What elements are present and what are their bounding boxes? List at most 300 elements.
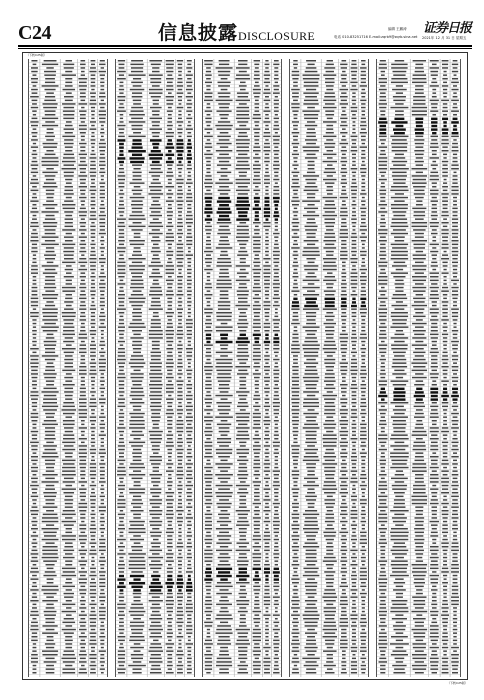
table-cell-text	[152, 517, 160, 519]
table-cell-text	[274, 560, 278, 562]
table-cell-text	[32, 352, 36, 354]
table-cell-text	[352, 553, 355, 555]
table-cell-text	[340, 103, 348, 105]
table-cell-text	[255, 384, 260, 386]
table-cell-text	[119, 258, 125, 260]
table-cell-text	[80, 179, 86, 181]
table-cell-text	[168, 190, 171, 192]
table-cell-text	[204, 136, 213, 138]
table-cell-text	[273, 92, 280, 94]
table-cell-text	[361, 643, 366, 645]
table-cell-text	[90, 420, 96, 422]
table-cell-text	[149, 92, 162, 94]
table-cell-text	[432, 89, 436, 91]
table-cell-text	[275, 463, 278, 465]
table-cell-text	[129, 640, 145, 642]
table-cell-text	[453, 85, 457, 87]
table-cell-text	[238, 136, 248, 138]
table-cell-text	[362, 114, 365, 116]
table-cell-text	[204, 578, 212, 580]
table-cell-text	[187, 373, 192, 375]
table-cell-text	[253, 179, 260, 181]
table-cell-text	[274, 452, 279, 454]
table-cell-text	[89, 218, 96, 220]
table-cell-text	[119, 305, 125, 307]
table-cell-text	[150, 290, 162, 292]
table-cell-text	[177, 452, 182, 454]
table-cell-text	[177, 60, 183, 62]
table-cell-text	[187, 92, 191, 94]
table-cell-text	[342, 175, 346, 177]
table-cell-text	[362, 197, 365, 199]
table-cell-text	[304, 622, 317, 624]
table-cell-text	[186, 240, 192, 242]
table-cell-text	[342, 499, 345, 501]
table-cell-text	[90, 362, 97, 364]
table-cell-text	[166, 604, 174, 606]
table-cell-text	[323, 308, 337, 310]
table-cell-text	[326, 71, 334, 73]
table-cell-text	[167, 82, 173, 84]
table-cell-text	[152, 578, 159, 580]
table-cell-text	[78, 103, 87, 105]
table-cell-text	[442, 128, 449, 130]
table-cell-text	[167, 211, 173, 213]
table-cell-text	[274, 506, 279, 508]
table-cell-text	[130, 359, 144, 361]
table-cell-text	[42, 172, 57, 174]
table-cell-text	[30, 629, 38, 631]
table-cell-text	[204, 467, 212, 469]
table-cell-text	[393, 71, 407, 73]
table-cell-text	[273, 330, 280, 332]
table-cell-text	[91, 125, 95, 127]
table-cell-text	[177, 665, 184, 667]
table-cell-text	[166, 89, 173, 91]
table-cell-text	[91, 283, 95, 285]
table-cell-text	[166, 341, 173, 343]
table-cell-text	[119, 107, 125, 109]
table-cell-text	[325, 146, 335, 148]
table-cell-text	[177, 164, 184, 166]
table-cell-text	[151, 240, 160, 242]
table-cell-text	[64, 593, 74, 595]
table-cell-text	[340, 251, 347, 253]
table-cell-text	[186, 67, 192, 69]
table-cell-text	[33, 64, 37, 66]
table-cell-text	[176, 424, 183, 426]
table-cell-text	[178, 402, 181, 404]
table-cell-text	[361, 96, 365, 98]
table-cell-text	[205, 208, 213, 210]
table-cell-text	[46, 665, 54, 667]
table-cell-text	[80, 96, 86, 98]
table-cell-text	[352, 542, 355, 544]
table-cell-text	[341, 222, 346, 224]
table-cell-text	[393, 128, 406, 130]
table-cell-text	[100, 661, 105, 663]
table-cell-text	[150, 370, 161, 372]
table-cell-text	[167, 370, 172, 372]
table-cell-text	[351, 539, 357, 541]
table-cell-text	[254, 283, 260, 285]
table-cell-text	[351, 589, 358, 591]
table-cell-text	[353, 654, 356, 656]
table-cell-text	[361, 283, 366, 285]
table-cell-text	[217, 128, 232, 130]
table-cell-text	[342, 146, 347, 148]
table-cell-text	[240, 262, 246, 264]
table-cell-text	[81, 240, 86, 242]
table-cell-text	[238, 298, 247, 300]
table-cell-text	[81, 431, 85, 433]
table-cell-text	[361, 215, 366, 217]
table-cell-text	[293, 434, 298, 436]
table-cell-text	[43, 532, 56, 534]
table-cell-text	[206, 582, 212, 584]
table-cell-text	[177, 337, 182, 339]
table-cell-text	[128, 553, 146, 555]
table-cell-text	[206, 150, 210, 152]
table-cell-text	[81, 442, 85, 444]
table-cell-text	[325, 330, 335, 332]
table-cell-text	[66, 578, 72, 580]
table-cell-text	[353, 485, 356, 487]
table-cell-text	[178, 74, 181, 76]
table-cell-text	[219, 226, 228, 228]
table-cell-text	[274, 600, 278, 602]
table-cell-text	[361, 398, 366, 400]
table-cell-text	[46, 672, 55, 674]
table-cell-text	[81, 604, 86, 606]
table-cell-text	[361, 190, 365, 192]
table-cell-text	[275, 222, 278, 224]
table-cell-text	[254, 258, 259, 260]
table-cell-text	[361, 204, 365, 206]
table-cell-text	[117, 218, 126, 220]
table-cell-text	[273, 571, 280, 573]
table-cell-text	[120, 521, 124, 523]
table-cell-text	[187, 146, 192, 148]
table-cell-text	[391, 121, 407, 123]
table-cell-text	[187, 143, 191, 145]
table-cell-text	[264, 564, 270, 566]
table-cell-text	[187, 593, 191, 595]
table-cell-text	[168, 157, 172, 159]
table-cell-text	[274, 427, 278, 429]
table-cell-text	[292, 604, 299, 606]
table-cell-text	[91, 460, 95, 462]
table-cell-text	[442, 60, 449, 62]
table-cell-text	[31, 265, 37, 267]
table-cell-text	[253, 323, 260, 325]
table-cell-text	[275, 416, 278, 418]
table-cell-text	[31, 366, 39, 368]
table-cell-text	[178, 514, 182, 516]
table-cell-text	[324, 262, 336, 264]
table-cell-text	[90, 532, 96, 534]
table-cell-text	[325, 326, 334, 328]
table-cell-text	[79, 229, 86, 231]
table-cell-text	[187, 496, 192, 498]
table-cell-text	[238, 308, 247, 310]
table-cell-text	[149, 586, 163, 588]
table-cell-text	[307, 539, 315, 541]
table-cell-text	[63, 481, 75, 483]
table-cell-text	[119, 319, 124, 321]
table-cell-text	[307, 121, 315, 123]
table-cell-text	[100, 301, 105, 303]
table-cell-text	[324, 632, 335, 634]
table-cell-text	[168, 229, 172, 231]
table-cell-text	[80, 92, 86, 94]
table-cell-text	[79, 416, 87, 418]
table-cell-text	[265, 506, 270, 508]
table-cell-text	[133, 334, 140, 336]
table-cell-text	[63, 571, 75, 573]
table-cell-text	[130, 197, 145, 199]
table-cell-text	[166, 362, 174, 364]
table-cell-text	[324, 499, 335, 501]
table-cell-text	[42, 650, 58, 652]
table-cell-text	[78, 409, 87, 411]
table-cell-text	[79, 110, 86, 112]
table-cell-text	[166, 251, 173, 253]
table-cell-text	[167, 496, 173, 498]
table-cell-text	[291, 524, 299, 526]
table-cell-text	[362, 420, 365, 422]
table-cell-text	[119, 154, 123, 156]
table-cell-text	[186, 200, 193, 202]
table-cell-text	[64, 254, 74, 256]
table-cell-text	[273, 164, 280, 166]
table-cell-text	[221, 607, 228, 609]
table-cell-text	[412, 107, 428, 109]
table-cell-text	[177, 247, 183, 249]
table-cell-text	[33, 323, 37, 325]
table-cell-text	[253, 359, 261, 361]
table-cell-text	[188, 341, 191, 343]
table-cell-text	[186, 89, 193, 91]
table-cell-text	[134, 650, 141, 652]
table-cell-text	[150, 514, 162, 516]
table-cell-text	[62, 370, 75, 372]
table-cell-text	[239, 593, 248, 595]
table-cell-text	[65, 625, 72, 627]
table-cell-text	[32, 229, 36, 231]
table-cell-text	[292, 373, 298, 375]
table-cell-text	[237, 431, 248, 433]
table-cell-text	[178, 319, 182, 321]
table-cell-text	[255, 193, 258, 195]
table-cell-text	[379, 132, 386, 134]
table-cell-text	[360, 269, 367, 271]
table-cell-text	[119, 74, 124, 76]
table-cell-text	[120, 535, 124, 537]
table-cell-text	[264, 283, 270, 285]
table-cell-text	[63, 438, 75, 440]
table-cell-text	[303, 546, 319, 548]
table-cell-text	[236, 67, 250, 69]
table-cell-text	[240, 589, 246, 591]
table-cell-text	[91, 240, 94, 242]
table-cell-text	[361, 665, 366, 667]
table-cell-text	[64, 276, 74, 278]
table-cell-text	[351, 499, 357, 501]
table-cell-text	[323, 215, 338, 217]
table-cell-text	[176, 258, 183, 260]
table-cell-text	[326, 604, 333, 606]
table-cell-text	[341, 179, 346, 181]
table-cell-text	[341, 305, 347, 307]
table-cell-text	[342, 553, 346, 555]
table-cell-text	[186, 478, 193, 480]
table-cell-text	[360, 431, 366, 433]
table-cell-text	[362, 247, 365, 249]
table-cell-text	[351, 402, 356, 404]
table-cell-text	[62, 287, 76, 289]
table-cell-text	[253, 420, 260, 422]
table-cell-text	[44, 395, 56, 397]
table-cell-text	[166, 388, 174, 390]
table-cell-text	[341, 391, 347, 393]
table-cell-text	[275, 229, 278, 231]
table-cell-text	[275, 593, 278, 595]
table-cell-text	[119, 254, 123, 256]
table-cell-text	[31, 222, 39, 224]
table-cell-text	[361, 200, 366, 202]
table-cell-text	[274, 157, 279, 159]
table-cell-text	[273, 193, 279, 195]
table-cell-text	[327, 568, 333, 570]
table-cell-text	[253, 182, 261, 184]
table-cell-text	[117, 265, 125, 267]
table-cell-text	[64, 154, 74, 156]
table-cell-text	[351, 535, 356, 537]
table-cell-text	[177, 395, 182, 397]
table-cell-text	[305, 330, 317, 332]
table-cell-text	[205, 488, 212, 490]
table-cell-text	[326, 85, 334, 87]
table-cell-text	[32, 618, 36, 620]
table-cell-text	[275, 654, 278, 656]
table-cell-text	[167, 254, 174, 256]
table-cell-text	[453, 107, 458, 109]
table-cell-text	[81, 254, 84, 256]
table-cell-text	[43, 298, 57, 300]
table-cell-text	[31, 139, 38, 141]
table-cell-text	[119, 665, 124, 667]
table-cell-text	[307, 193, 316, 195]
table-cell-text	[130, 287, 144, 289]
table-cell-text	[133, 460, 142, 462]
table-cell-text	[263, 258, 270, 260]
table-cell-text	[360, 542, 367, 544]
table-cell-text	[79, 503, 88, 505]
table-cell-text	[254, 96, 259, 98]
table-cell-text	[79, 308, 86, 310]
table-cell-text	[117, 586, 125, 588]
table-cell-text	[237, 337, 248, 339]
table-cell-text	[292, 92, 299, 94]
table-cell-text	[43, 560, 57, 562]
table-cell-text	[79, 89, 86, 91]
table-cell-text	[304, 532, 318, 534]
table-cell-text	[324, 323, 336, 325]
table-cell-text	[360, 650, 367, 652]
table-cell-text	[65, 496, 73, 498]
table-cell-text	[221, 434, 228, 436]
table-cell-text	[90, 290, 96, 292]
table-cell-text	[45, 488, 55, 490]
table-cell-text	[91, 222, 94, 224]
table-cell-text	[80, 182, 85, 184]
table-cell-text	[206, 78, 211, 80]
table-cell-text	[79, 334, 87, 336]
table-cell-text	[151, 654, 161, 656]
table-cell-text	[220, 254, 228, 256]
table-cell-text	[62, 74, 76, 76]
table-cell-text	[352, 442, 356, 444]
table-cell-text	[100, 272, 104, 274]
table-cell-text	[80, 499, 85, 501]
table-cell-text	[206, 316, 211, 318]
table-cell-text	[204, 622, 213, 624]
table-cell-text	[239, 222, 246, 224]
table-cell-text	[292, 456, 298, 458]
table-cell-text	[150, 82, 161, 84]
table-cell-text	[90, 416, 96, 418]
table-cell-text	[30, 600, 38, 602]
table-cell-text	[325, 474, 334, 476]
table-cell-text	[65, 82, 72, 84]
table-cell-text	[351, 668, 357, 670]
table-cell-text	[91, 96, 96, 98]
table-cell-text	[360, 539, 367, 541]
table-cell-text	[43, 146, 57, 148]
table-cell-text	[149, 172, 163, 174]
table-cell-text	[352, 348, 356, 350]
table-cell-text	[236, 355, 249, 357]
table-cell-text	[178, 64, 182, 66]
table-cell-text	[264, 100, 271, 102]
table-cell-text	[118, 654, 125, 656]
table-cell-text	[168, 431, 172, 433]
table-cell-text	[379, 128, 386, 130]
table-cell-text	[119, 193, 125, 195]
table-cell-text	[78, 560, 87, 562]
table-cell-text	[238, 647, 247, 649]
table-cell-text	[167, 359, 173, 361]
table-cell-text	[324, 593, 336, 595]
table-cell-text	[149, 89, 163, 91]
table-cell-text	[351, 413, 356, 415]
table-cell-text	[265, 474, 268, 476]
table-cell-text	[218, 71, 230, 73]
table-cell-text	[119, 431, 124, 433]
table-cell-text	[188, 114, 191, 116]
table-cell-text	[340, 434, 348, 436]
table-cell-text	[341, 344, 347, 346]
table-cell-text	[327, 157, 333, 159]
table-cell-text	[264, 276, 270, 278]
table-cell-text	[252, 557, 261, 559]
table-cell-text	[341, 272, 346, 274]
table-cell-text	[264, 200, 269, 202]
table-cell-text	[166, 643, 175, 645]
table-cell-text	[362, 600, 365, 602]
table-cell-text	[33, 539, 37, 541]
